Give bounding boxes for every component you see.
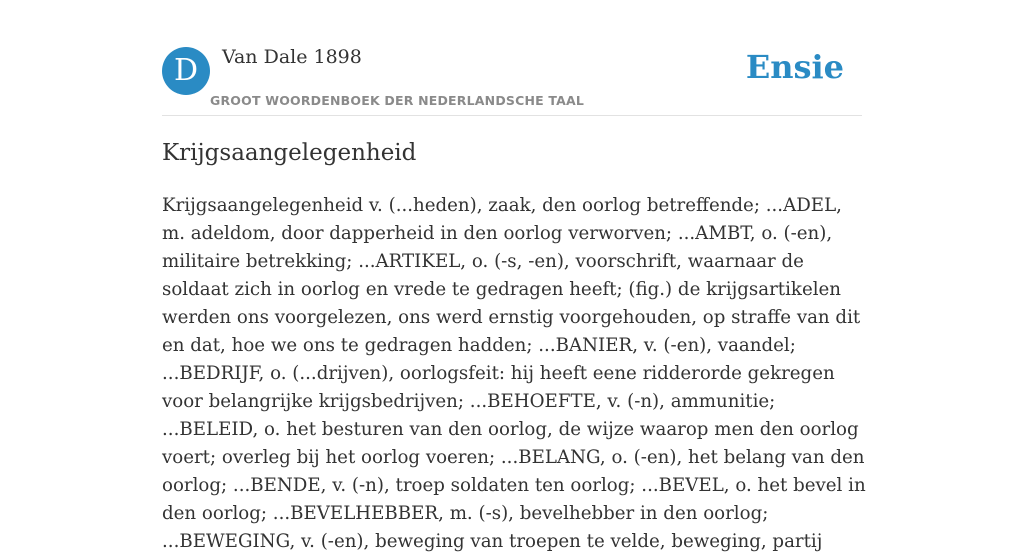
brand-logo[interactable]: Ensie [745, 48, 844, 86]
entry-definition: Krijgsaangelegenheid v. (...heden), zaak, den oorlog betreffende; ...ADEL, m. adeldom, door dapperheid in den oorlog verworven; ...AMBT, o. (-en), militaire betrekking; ...ARTIKEL, o. (-s, -en), voorschrift, waarnaar de soldaat zich in oorlog en vrede te gedragen heeft; (fig.) de krijgsartikelen werden ons voorgelezen, ons werd ernstig voorgehouden, op straffe van dit en dat, hoe we ons te gedragen hadden; ...BANIER, v. (-en), vaandel; ...BEDRIJF, o. (...drijven), oorlogsfeit: hij heeft eene ridderorde gekregen voor belangrijke krijgsbedrijven; ...BEHOEFTE, v. (-n), ammunitie; ...BELEID, o. het besturen van den oorlog, de wijze waarop men den oorlog voert; overleg bij het oorlog voeren; ...BELANG, o. (-en), het belang van den oorlog; ...BENDE, v. (-n), troep soldaten ten oorlog; ...BEVEL, o. het bevel in den oorlog; ...BEVELHEBBER, m. (-s), bevelhebber in den oorlog; ...BEWEGING, v. (-en), beweging van troepen te velde, beweging, partij [162, 195, 866, 552]
header-divider [162, 115, 862, 116]
dictionary-subtitle: GROOT WOORDENBOEK DER NEDERLANDSCHE TAAL [210, 93, 585, 108]
dictionary-logo-icon[interactable]: D [162, 47, 210, 95]
entry-headword: Krijgsaangelegenheid [162, 140, 417, 166]
dictionary-title[interactable]: Van Dale 1898 [222, 46, 362, 68]
header [162, 46, 862, 116]
